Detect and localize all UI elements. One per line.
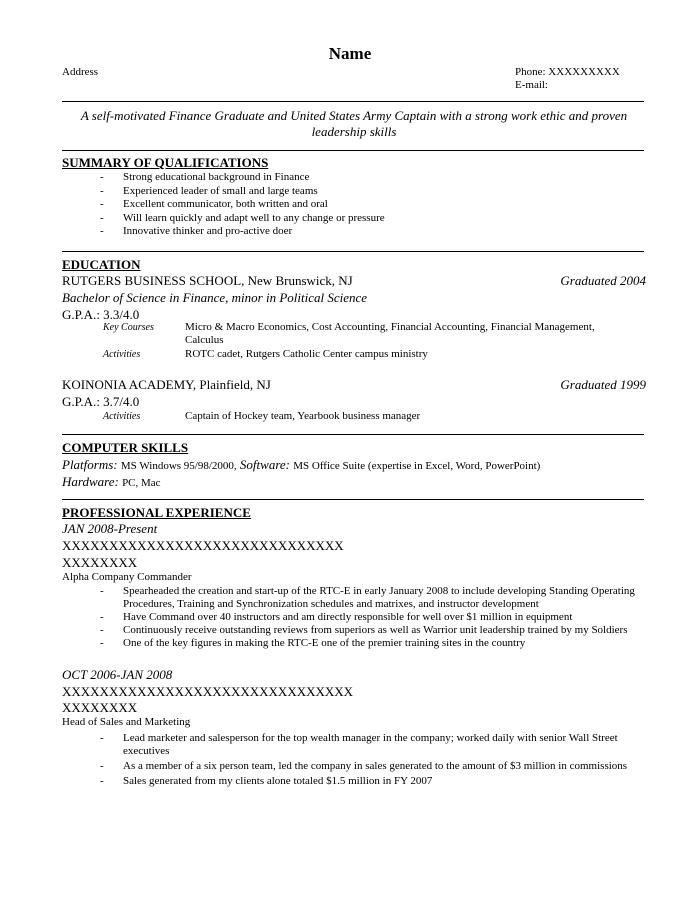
divider — [62, 499, 644, 500]
summary-heading: SUMMARY OF QUALIFICATIONS — [62, 155, 269, 170]
school-name: RUTGERS BUSINESS SCHOOL, New Brunswick, NJ — [62, 273, 353, 288]
graduation-date: Graduated 2004 — [560, 273, 646, 288]
job-bullet: - Lead marketer and salesperson for the top wealth manager in the company; worked daily with senior Wall Street executives — [100, 732, 618, 757]
hardware-text: PC, Mac — [122, 477, 161, 489]
job-dates: JAN 2008-Present — [62, 521, 158, 536]
degree-text: Bachelor of Science in Finance, minor in Political Science — [62, 290, 368, 305]
activities-label: Activities — [103, 349, 141, 360]
school-name: KOINONIA ACADEMY, Plainfield, NJ — [62, 377, 271, 392]
hardware-label: Hardware: — [62, 474, 119, 489]
objective-statement: A self-motivated Finance Graduate and United States Army Captain with a strong work ethic and proven leadership skills — [80, 108, 628, 139]
education-heading: EDUCATION — [62, 257, 141, 272]
summary-item: - Experienced leader of small and large teams — [100, 184, 318, 197]
job-bullet: - Have Command over 40 instructors and am directly responsible for well over $1 million in equipment — [100, 611, 573, 623]
software-label: Software: — [239, 457, 290, 472]
address-text: Address — [62, 66, 99, 78]
job-bullets — [100, 732, 646, 788]
job-bullets — [100, 585, 646, 650]
job-bullet: - One of the key figures in making the RTC-E one of the premier training sites in the country — [100, 637, 526, 649]
summary-item: - Will learn quickly and adapt well to any change or pressure — [100, 211, 385, 224]
job-bullet: - As a member of a six person team, led the company in sales generated to the amount of $3 million in commissions — [100, 760, 628, 772]
gpa-text: G.P.A.: 3.3/4.0 — [62, 307, 140, 322]
phone-text: Phone: XXXXXXXXX — [515, 66, 620, 78]
divider — [62, 101, 644, 102]
activities-label: Activities — [103, 411, 141, 422]
skills-hardware-line — [62, 474, 161, 490]
activities-text: Captain of Hockey team, Yearbook business manager — [185, 410, 421, 422]
job-employer: XXXXXXXXXXXXXXXXXXXXXXXXXXXXXX — [62, 538, 344, 553]
key-courses-text: Micro & Macro Economics, Cost Accounting, Financial Accounting, Financial Management, Calculus — [185, 321, 595, 346]
divider — [62, 150, 644, 151]
job-title: Alpha Company Commander — [62, 571, 192, 583]
job-employer: XXXXXXXXXXXXXXXXXXXXXXXXXXXXXXX — [62, 684, 354, 699]
platforms-text: MS Windows 95/98/2000, — [120, 460, 237, 472]
summary-item: - Excellent communicator, both written and oral — [100, 198, 328, 210]
divider — [62, 434, 644, 435]
job-location: XXXXXXXX — [62, 555, 138, 570]
experience-heading: PROFESSIONAL EXPERIENCE — [62, 505, 251, 520]
skills-heading: COMPUTER SKILLS — [62, 440, 189, 455]
summary-item: - Strong educational background in Finance — [100, 171, 310, 183]
job-dates: OCT 2006-JAN 2008 — [62, 667, 173, 682]
email-text: E-mail: — [515, 79, 548, 91]
contact-block — [515, 66, 620, 92]
summary-list — [100, 171, 385, 239]
activities-text: ROTC cadet, Rutgers Catholic Center campus ministry — [185, 348, 428, 360]
platforms-label: Platforms: — [62, 457, 118, 472]
job-title: Head of Sales and Marketing — [62, 716, 191, 728]
summary-item: - Innovative thinker and pro-active doer — [100, 225, 293, 237]
job-bullet: - Spearheaded the creation and start-up of the RTC-E in early January 2008 to include developing Standing Operating Procedures, Training and Synchronization schedules and matrixes, and instructor development — [100, 585, 635, 610]
divider — [62, 251, 644, 252]
key-courses-label: Key Courses — [103, 322, 154, 333]
gpa-text: G.P.A.: 3.7/4.0 — [62, 394, 140, 409]
graduation-date: Graduated 1999 — [560, 377, 646, 392]
job-bullet: - Sales generated from my clients alone totaled $1.5 million in FY 2007 — [100, 775, 433, 787]
skills-platforms-line — [62, 457, 540, 473]
job-location: XXXXXXXX — [62, 700, 138, 715]
software-text: MS Office Suite (expertise in Excel, Word, PowerPoint) — [293, 460, 541, 472]
job-bullet: - Continuously receive outstanding reviews from superiors as well as Warrior unit leadership trained by my Soldiers — [100, 624, 628, 636]
resume-name: Name — [328, 44, 372, 63]
